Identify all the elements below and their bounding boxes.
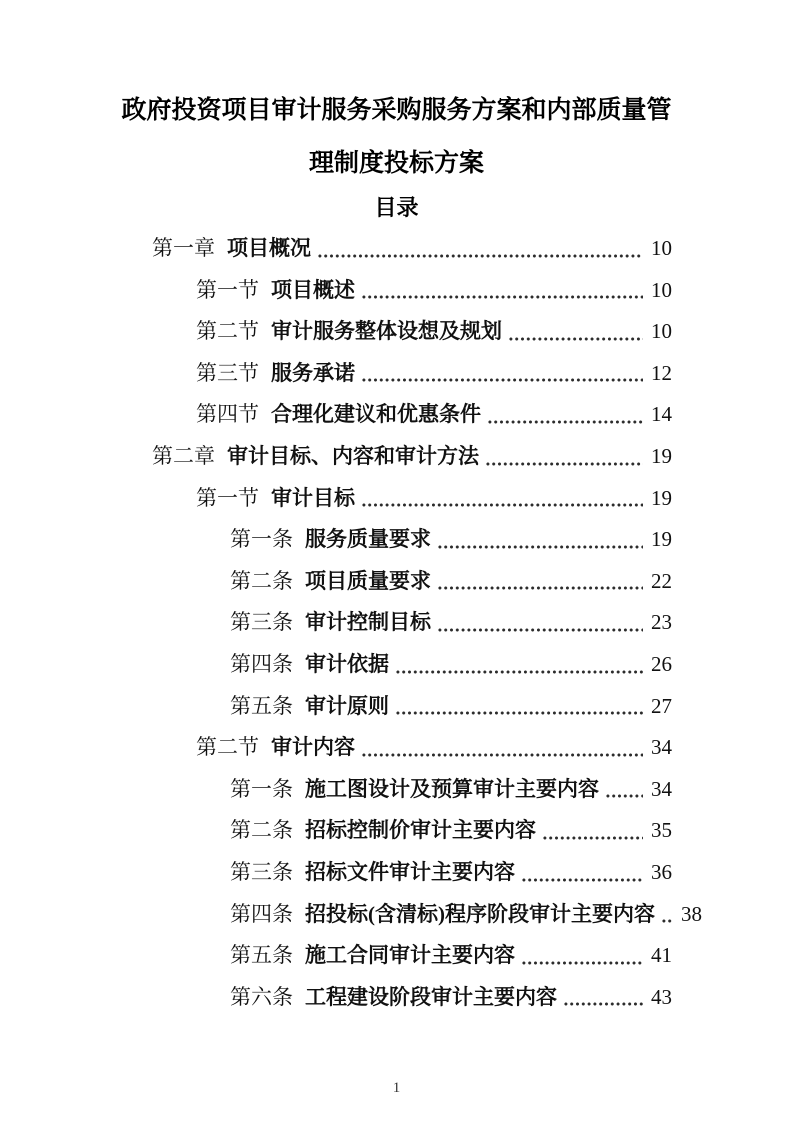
toc-entry-label: 第四条 — [230, 651, 293, 676]
toc-entry-label: 第五条 — [230, 943, 293, 968]
toc-entry-page-number: 10 — [651, 277, 672, 302]
toc-entry-label: 第二条 — [230, 568, 293, 593]
toc-entry-label: 第五条 — [230, 693, 293, 718]
toc-entry-dotted-leader — [317, 253, 643, 259]
toc-entry-title: 合理化建议和优惠条件 — [271, 402, 481, 427]
toc-entry-dotted-leader — [437, 627, 643, 633]
toc-entry[interactable] — [152, 228, 672, 270]
document-title — [0, 0, 793, 190]
toc-entry-title: 项目概况 — [227, 236, 311, 260]
toc-entry-page-number: 19 — [651, 527, 672, 552]
toc-entry-dotted-leader — [395, 669, 643, 675]
toc-list — [0, 228, 793, 1018]
toc-entry[interactable] — [230, 977, 672, 1019]
toc-entry-page-number: 35 — [651, 818, 672, 843]
toc-entry-dotted-leader — [361, 752, 643, 758]
toc-entry-dotted-leader — [485, 461, 643, 467]
toc-entry-title: 审计控制目标 — [305, 610, 431, 635]
toc-entry[interactable] — [196, 478, 672, 520]
toc-entry-dotted-leader — [395, 710, 643, 716]
toc-entry[interactable] — [196, 394, 672, 436]
toc-entry-page-number: 12 — [651, 360, 672, 385]
toc-entry[interactable] — [196, 353, 672, 395]
toc-entry-page-number: 19 — [651, 443, 672, 468]
toc-entry[interactable] — [230, 810, 672, 852]
toc-entry-page-number: 34 — [651, 776, 672, 801]
toc-entry-dotted-leader — [521, 960, 643, 966]
toc-entry[interactable] — [230, 602, 672, 644]
toc-entry-label: 第一节 — [196, 277, 259, 302]
toc-entry-page-number: 34 — [651, 735, 672, 760]
toc-entry-title: 审计服务整体设想及规划 — [271, 319, 502, 344]
toc-entry-dotted-leader — [487, 419, 643, 425]
toc-entry-title: 施工图设计及预算审计主要内容 — [305, 776, 599, 801]
toc-entry-title: 招标控制价审计主要内容 — [305, 818, 536, 843]
toc-entry-title: 服务承诺 — [271, 360, 355, 385]
toc-entry[interactable] — [230, 561, 672, 603]
toc-entry-label: 第四节 — [196, 402, 259, 427]
toc-entry[interactable] — [196, 311, 672, 353]
toc-entry[interactable] — [230, 935, 672, 977]
toc-entry-dotted-leader — [361, 294, 643, 300]
toc-entry-label: 第三条 — [230, 610, 293, 635]
toc-entry-dotted-leader — [437, 585, 643, 591]
toc-entry-title: 项目概述 — [271, 277, 355, 302]
toc-entry[interactable] — [152, 436, 672, 478]
toc-entry-dotted-leader — [605, 793, 643, 799]
toc-entry-title: 审计内容 — [271, 735, 355, 760]
toc-entry[interactable] — [230, 519, 672, 561]
toc-entry-title: 工程建设阶段审计主要内容 — [305, 984, 557, 1009]
footer-page-number: 1 — [392, 1080, 401, 1096]
toc-entry-label: 第六条 — [230, 984, 293, 1009]
toc-entry[interactable] — [230, 852, 672, 894]
document-title-line-2: 理制度投标方案 — [308, 149, 484, 177]
toc-entry-dotted-leader — [361, 377, 643, 383]
toc-entry-dotted-leader — [361, 502, 643, 508]
toc-entry-label: 第一章 — [152, 236, 215, 260]
toc-entry-page-number: 27 — [651, 693, 672, 718]
toc-entry-title: 服务质量要求 — [305, 527, 431, 552]
toc-entry-page-number: 43 — [651, 984, 672, 1009]
toc-entry-title: 招投标(含清标)程序阶段审计主要内容 — [305, 901, 655, 926]
toc-entry-label: 第三条 — [230, 859, 293, 884]
toc-entry-title: 审计依据 — [305, 651, 389, 676]
toc-entry-dotted-leader — [661, 918, 673, 924]
toc-entry-label: 第二节 — [196, 319, 259, 344]
toc-entry-label: 第二节 — [196, 735, 259, 760]
toc-entry-label: 第二条 — [230, 818, 293, 843]
toc-entry-title: 审计目标、内容和审计方法 — [227, 443, 479, 468]
toc-entry-label: 第一条 — [230, 776, 293, 801]
toc-entry-page-number: 38 — [681, 901, 702, 926]
toc-entry[interactable] — [230, 686, 672, 728]
toc-entry-page-number: 10 — [651, 319, 672, 344]
toc-entry-title: 施工合同审计主要内容 — [305, 943, 515, 968]
toc-entry[interactable] — [230, 894, 702, 936]
toc-entry-page-number: 22 — [651, 568, 672, 593]
toc-entry-page-number: 14 — [651, 402, 672, 427]
toc-entry-page-number: 10 — [651, 236, 672, 260]
toc-entry-page-number: 41 — [651, 943, 672, 968]
toc-entry[interactable] — [230, 644, 672, 686]
toc-entry-title: 招标文件审计主要内容 — [305, 859, 515, 884]
toc-entry-title: 审计目标 — [271, 485, 355, 510]
toc-entry-dotted-leader — [437, 544, 643, 550]
toc-entry-title: 项目质量要求 — [305, 568, 431, 593]
toc-entry[interactable] — [230, 769, 672, 811]
toc-entry-dotted-leader — [563, 1001, 643, 1007]
toc-entry-dotted-leader — [521, 877, 643, 883]
toc-entry-dotted-leader — [508, 336, 643, 342]
toc-entry-title: 审计原则 — [305, 693, 389, 718]
toc-entry-page-number: 26 — [651, 651, 672, 676]
toc-entry-label: 第三节 — [196, 360, 259, 385]
toc-entry-page-number: 36 — [651, 859, 672, 884]
toc-entry-page-number: 19 — [651, 485, 672, 510]
document-title-line-1: 政府投资项目审计服务采购服务方案和内部质量管 — [121, 96, 672, 124]
toc-entry[interactable] — [196, 270, 672, 312]
toc-entry[interactable] — [196, 727, 672, 769]
toc-entry-label: 第一节 — [196, 485, 259, 510]
toc-entry-dotted-leader — [542, 835, 643, 841]
toc-entry-label: 第四条 — [230, 901, 293, 926]
toc-entry-label: 第二章 — [152, 443, 215, 468]
toc-heading: 目录 — [374, 195, 419, 220]
toc-entry-label: 第一条 — [230, 527, 293, 552]
toc-entry-page-number: 23 — [651, 610, 672, 635]
